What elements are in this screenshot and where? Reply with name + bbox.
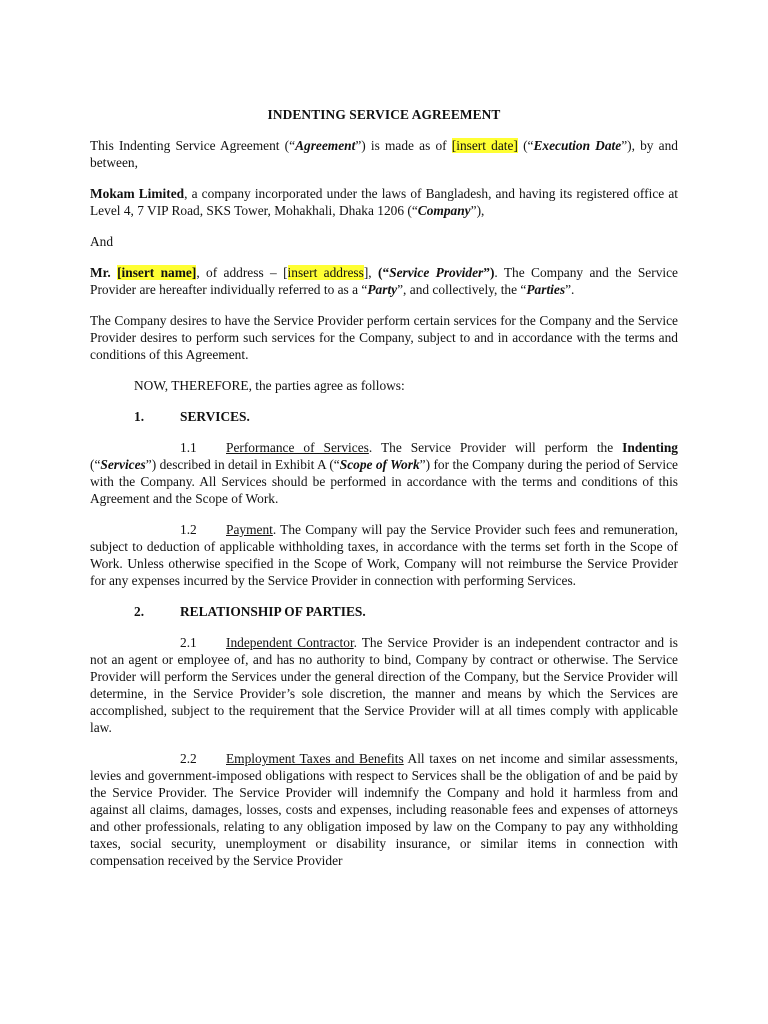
clause-2-1-heading: Independent Contractor [226, 635, 354, 650]
company-text-1: , a company incorporated under the laws of Bangladesh, and having its registered office at Level 4, 7 VIP Road, SKS Tower, Mohakhali, Dhaka 1206 (“ [90, 186, 678, 218]
section-1-number: 1. [134, 409, 145, 424]
clause-1-1-text-3: ”) described in detail in Exhibit A (“ [145, 457, 340, 472]
provider-quote-open: (“ [377, 265, 390, 280]
section-2-title: RELATIONSHIP OF PARTIES. [180, 604, 366, 619]
company-paragraph [90, 185, 678, 219]
clause-1-2-heading: Payment [226, 522, 273, 537]
clause-1-1-text-2: (“ [90, 457, 101, 472]
placeholder-insert-address: insert address [287, 265, 364, 280]
term-company: Company [417, 203, 471, 218]
term-execution-date: Execution Date [533, 138, 622, 153]
provider-paragraph [90, 264, 678, 298]
clause-1-1 [90, 439, 678, 507]
term-service-provider: Service Provider [389, 265, 484, 280]
provider-quote-close: ”) [483, 265, 495, 280]
intro-paragraph [90, 137, 678, 171]
term-indenting: Indenting [622, 440, 678, 455]
clause-2-1-number: 2.1 [180, 635, 197, 650]
provider-text-3: . The Company and the Service Provider are hereafter individually referred to as a “ [90, 265, 679, 297]
clause-1-1-number: 1.1 [180, 440, 197, 455]
placeholder-insert-name: [insert name] [117, 265, 197, 280]
clause-1-1-text-1: . The Service Provider will perform the [368, 440, 623, 455]
clause-2-1-text: . The Service Provider is an independent contractor and is not an agent or employee of, and has no authority to bind, Company by contract or otherwise. The Service Provider will perform the Services under the general direction of the Company, but the Service Provider will determine, in the Service Provider’s sole discretion, the manner and means by which the Services are accomplished, subject to the requirement that the Service Provider will at all times comply with applicable law. [90, 635, 679, 735]
clause-2-2-text: All taxes on net income and similar assessments, levies and government-imposed obligations with respect to Services shall be the obligation of and be paid by the Service Provider. The Service Provider will indemnify the Company and hold it harmless from and against all claims, damages, losses, costs and expenses, including reasonable fees and expenses of attorneys and other professionals, relating to any obligation imposed by law on the Company to pay any withholding taxes, social security, unemployment or disability insurance, or similar items in connection with compensation received by the Service Provider [90, 751, 678, 868]
clause-2-2-heading: Employment Taxes and Benefits [226, 751, 404, 766]
provider-text-5: ”. [565, 282, 575, 297]
provider-text-4: ”, and collectively, the “ [397, 282, 527, 297]
clause-1-1-heading: Performance of Services [226, 440, 369, 455]
term-parties: Parties [526, 282, 566, 297]
section-2-heading [90, 603, 678, 620]
term-scope-of-work: Scope of Work [339, 457, 420, 472]
intro-text-3: (“ [517, 138, 534, 153]
term-services: Services [100, 457, 146, 472]
clause-2-2-number: 2.2 [180, 751, 197, 766]
clause-1-2 [90, 521, 678, 589]
term-party: Party [367, 282, 398, 297]
clause-1-1-text-4: ”) for the Company during the period of Service with the Company. All Services should be performed in accordance with the terms and conditions of this Agreement and the Scope of Work. [90, 457, 678, 506]
and-line: And [90, 234, 114, 249]
section-1-heading [90, 408, 678, 425]
intro-text-2: ”) is made as of [355, 138, 452, 153]
placeholder-insert-date: [insert date] [451, 138, 518, 153]
section-1-title: SERVICES. [180, 409, 250, 424]
now-therefore-line: NOW, THEREFORE, the parties agree as follows: [134, 378, 405, 393]
document-title: INDENTING SERVICE AGREEMENT [267, 107, 501, 122]
intro-text-4: ”), by and between, [90, 138, 678, 170]
company-text-2: ”), [470, 203, 485, 218]
provider-title: Mr. [90, 265, 118, 280]
company-name: Mokam Limited [90, 186, 185, 201]
term-agreement: Agreement [295, 138, 356, 153]
desire-paragraph: The Company desires to have the Service Provider perform certain services for the Company and the Service Provider desires to perform such services for the Company, subject to and in accordance with the terms and conditions of this Agreement. [90, 313, 678, 362]
clause-2-2 [90, 750, 678, 869]
section-2-number: 2. [134, 604, 145, 619]
provider-text-1: , of address – [ [196, 265, 288, 280]
clause-1-2-number: 1.2 [180, 522, 197, 537]
intro-text-1: This Indenting Service Agreement (“ [90, 138, 296, 153]
clause-2-1 [90, 634, 678, 736]
provider-text-2: ], [363, 265, 378, 280]
clause-1-2-text: . The Company will pay the Service Provider such fees and remuneration, subject to deduction of applicable withholding taxes, in accordance with the terms set forth in the Scope of Work. Unless otherwise specified in the Scope of Work, Company will not reimburse the Service Provider for any expenses incurred by the Service Provider in connection with performing Services. [90, 522, 678, 588]
